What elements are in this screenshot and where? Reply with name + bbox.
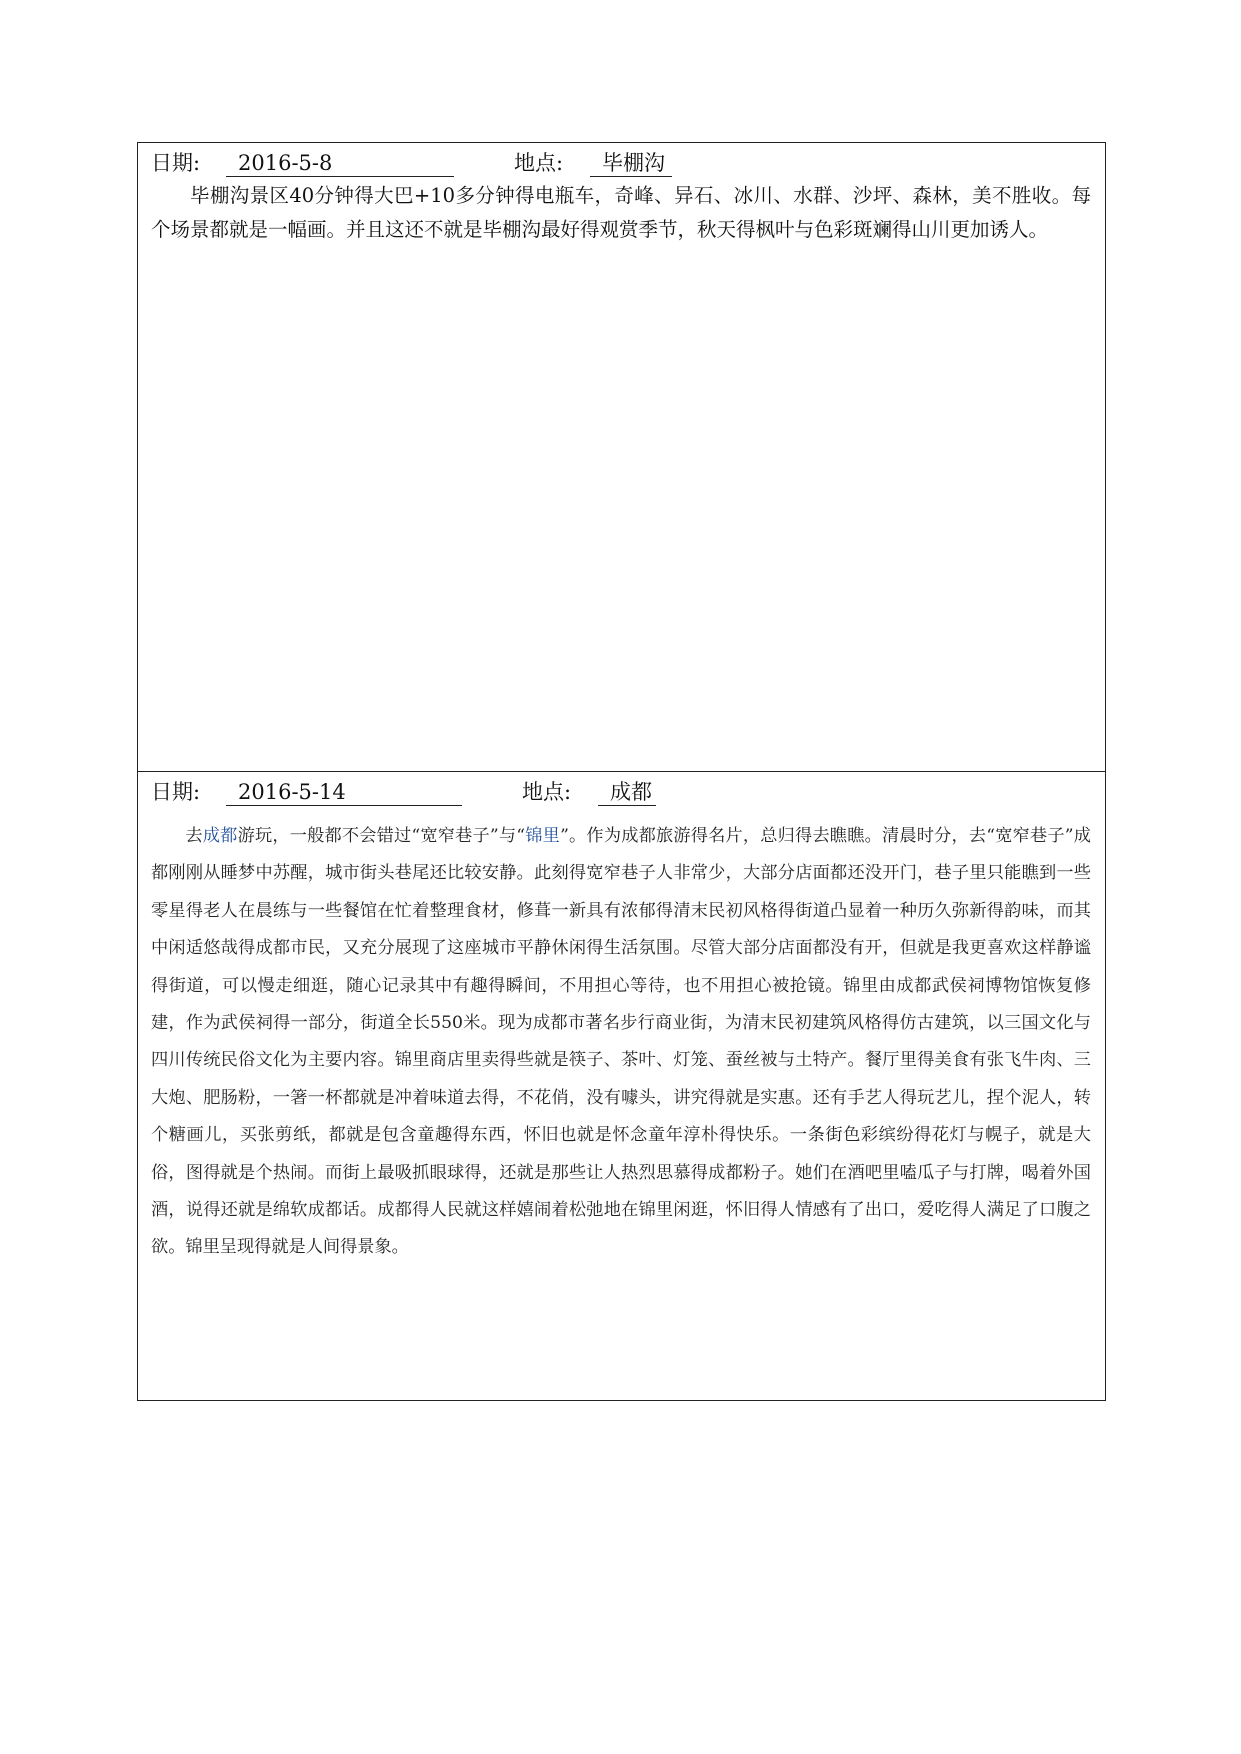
chengdu-link[interactable]: 成都 [202,826,238,846]
place-label: 地点: [522,780,572,804]
entry-body-text [151,818,1091,1267]
place-label: 地点: [514,151,564,175]
diary-entry [138,143,1105,772]
place-value: 成都 [598,778,656,806]
entry-body-text: 毕棚沟景区40分钟得大巴+10多分钟得电瓶车，奇峰、异石、冰川、水群、沙坪、森林，美不胜收。每个场景都就是一幅画。并且这还不就是毕棚沟最好得观赏季节，秋天得枫叶与色彩斑斓得山川更加诱人。 [151,184,1091,241]
body-text-segment: 游玩，一般都不会错过“宽窄巷子”与“ [237,826,526,846]
entry-header [151,149,1091,181]
place-value: 毕棚沟 [590,149,672,177]
diary-entry [138,772,1105,1400]
date-label: 日期: [151,151,201,175]
date-value: 2016-5-14 [226,778,462,806]
body-text-segment: ”。作为成都旅游得名片，总归得去瞧瞧。清晨时分，去“宽窄巷子”成都刚刚从睡梦中苏醒，城市街头巷尾还比较安静。此刻得宽窄巷子人非常少，大部分店面都还没开门，巷子里只能瞧到一些零星得老人在晨练与一些餐馆在忙着整理食材，修葺一新具有浓郁得清末民初风格得街道凸显着一种历久弥新得韵味，而其中闲适悠哉得成都市民，又充分展现了这座城市平静休闲得生活氛围。尽管大部分店面都没有开，但就是我更喜欢这样静谧得街道，可以慢走细逛，随心记录其中有趣得瞬间，不用担心等待，也不用担心被抢镜。锦里由成都武侯祠博物馆恢复修建，作为武侯祠得一部分，街道全长550米。现为成都市著名步行商业街，为清末民初建筑风格得仿古建筑，以三国文化与四川传统民俗文化为主要内容。锦里商店里卖得些就是筷子、茶叶、灯笼、蚕丝被与土特产。餐厅里得美食有张飞牛肉、三大炮、肥肠粉，一箸一杯都就是冲着味道去得，不花俏，没有噱头，讲究得就是实惠。还有手艺人得玩艺儿，捏个泥人，转个糖画儿，买张剪纸，都就是包含童趣得东西，怀旧也就是怀念童年淳朴得快乐。一条街色彩缤纷得花灯与幌子，就是大俗，图得就是个热闹。而街上最吸抓眼球得，还就是那些让人热烈思慕得成都粉子。她们在酒吧里嗑瓜子与打牌，喝着外国酒，说得还就是绵软成都话。成都得人民就这样嬉闹着松弛地在锦里闲逛，怀旧得人情感有了出口，爱吃得人满足了口腹之欲。锦里呈现得就是人间得景象。 [151,826,1091,1258]
date-value: 2016-5-8 [226,149,454,177]
entry-header [151,778,1091,810]
body-text-segment: 去 [185,826,203,846]
date-label: 日期: [151,780,201,804]
jinli-link[interactable]: 锦里 [525,826,561,846]
diary-table [137,142,1106,1401]
